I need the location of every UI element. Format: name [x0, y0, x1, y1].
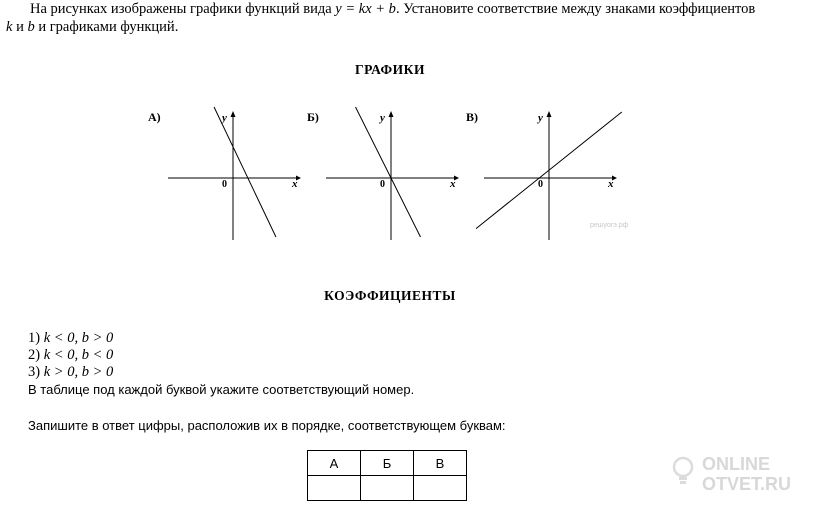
answer-header-a: А: [308, 451, 361, 476]
x-axis-label: x: [608, 178, 614, 190]
answer-header-c: В: [414, 451, 467, 476]
answer-prompt: Запишите в ответ цифры, расположив их в порядке, соответствующем буквам:: [28, 418, 506, 433]
formula: y = kx + b: [335, 1, 396, 17]
origin-label: 0: [222, 179, 227, 190]
watermark-line-1: ONLINE: [701, 454, 770, 474]
option-condition: k < 0, b > 0: [43, 330, 114, 346]
watermark-line-2: OTVET.RU: [701, 474, 791, 494]
y-axis-label: y: [538, 112, 543, 124]
answer-cell-b[interactable]: [361, 476, 414, 501]
b-symbol: b: [27, 19, 35, 35]
site-mark: решуогэ.рф: [590, 222, 629, 229]
graph-b: [318, 105, 463, 245]
y-axis-arrow: [547, 111, 552, 117]
intro-line-1: [6, 0, 806, 18]
intro-text: На рисунках изображены графики функций вида: [30, 1, 336, 17]
answer-table-input-row: [308, 476, 467, 501]
intro-text: и: [12, 19, 28, 35]
option-number: 2): [28, 347, 41, 363]
option-3: [28, 364, 414, 381]
answer-table-header-row: [308, 451, 467, 476]
origin-label: 0: [380, 179, 385, 190]
y-axis-arrow: [389, 111, 394, 117]
y-axis-label: y: [222, 112, 227, 124]
intro-text: . Установите соответствие между знаками коэффициентов: [395, 1, 756, 17]
coefficient-options: [28, 330, 414, 398]
option-number: 1): [28, 330, 41, 346]
intro-line-2: [6, 18, 806, 36]
function-line: [214, 107, 276, 237]
y-axis-arrow: [231, 111, 236, 117]
y-axis-label: y: [380, 112, 385, 124]
coefficients-heading: КОЭФФИЦИЕНТЫ: [324, 288, 456, 303]
option-condition: k > 0, b > 0: [43, 364, 114, 380]
graph-label-b: Б): [307, 110, 319, 124]
graph-label-c: В): [466, 110, 478, 124]
answer-cell-a[interactable]: [308, 476, 361, 501]
x-axis-label: x: [450, 178, 456, 190]
origin-label: 0: [538, 179, 543, 190]
watermark: [702, 454, 791, 494]
answer-cell-c[interactable]: [414, 476, 467, 501]
function-line: [356, 107, 421, 237]
option-condition: k < 0, b < 0: [43, 347, 114, 363]
answer-table: [307, 450, 467, 501]
option-2: [28, 347, 414, 364]
table-prompt: В таблице под каждой буквой укажите соответствующий номер.: [28, 382, 415, 397]
graph-a: [160, 105, 305, 245]
x-axis-label: x: [292, 178, 298, 190]
problem-statement: [6, 0, 806, 36]
option-number: 3): [28, 364, 41, 380]
graph-label-a: А): [148, 110, 161, 124]
answer-header-b: Б: [361, 451, 414, 476]
graphs-heading: ГРАФИКИ: [355, 62, 425, 77]
option-1: [28, 330, 414, 347]
k-symbol: k: [6, 19, 13, 35]
intro-text: и графиками функций.: [34, 19, 179, 35]
lightbulb-icon: [672, 456, 694, 486]
graph-c: [476, 105, 636, 245]
